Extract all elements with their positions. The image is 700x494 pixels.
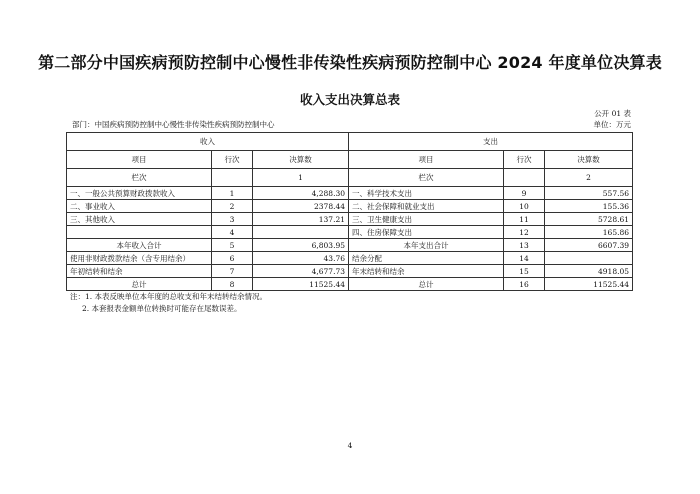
expense-amount: [545, 252, 633, 265]
table-row: [67, 265, 633, 278]
income-amount-header: 决算数: [253, 151, 349, 169]
expense-item: 二、社会保障和就业支出: [349, 200, 504, 213]
table-row: [67, 200, 633, 213]
expense-amount: 4918.05: [545, 265, 633, 278]
expense-amount: 155.36: [545, 200, 633, 213]
expense-column-label: 栏次: [349, 169, 504, 187]
income-row-no: 6: [212, 252, 253, 265]
income-amount: 6,803.95: [253, 239, 349, 252]
table-title: 收入支出决算总表: [299, 92, 400, 107]
page-number: 4: [347, 441, 353, 450]
table-row: [67, 187, 633, 200]
income-amount: 137.21: [253, 213, 349, 226]
expense-section-header: 支出: [349, 133, 633, 151]
income-amount: [253, 226, 349, 239]
expense-item: 本年支出合计: [349, 239, 504, 252]
expense-row-no: 12: [504, 226, 545, 239]
expense-row-no: 13: [504, 239, 545, 252]
form-number: 公开 01 表: [594, 109, 631, 118]
document-title: 第二部分中国疾病预防控制中心慢性非传染性疾病预防控制中心 2024 年度单位决算表: [38, 53, 662, 72]
income-row-no: 3: [212, 213, 253, 226]
income-amount: 11525.44: [253, 278, 349, 291]
footnote-2: 2. 本套报表金额单位转换时可能存在尾数误差。: [82, 304, 242, 313]
expense-row-no: 16: [504, 278, 545, 291]
income-row-no: 4: [212, 226, 253, 239]
income-item: [67, 226, 212, 239]
expense-column-label-blank: [504, 169, 545, 187]
expense-amount: 557.56: [545, 187, 633, 200]
expense-item: 年末结转和结余: [349, 265, 504, 278]
footnote-1: 注：1. 本表反映单位本年度的总收支和年末结转结余情况。: [70, 292, 268, 301]
expense-rowno-header: 行次: [504, 151, 545, 169]
department-name: 部门：中国疾病预防控制中心慢性非传染性疾病预防控制中心: [72, 120, 275, 129]
column-header-row: [67, 151, 633, 169]
income-amount: 2378.44: [253, 200, 349, 213]
section-header-row: [67, 133, 633, 151]
income-row-no: 8: [212, 278, 253, 291]
expense-amount: 6607.39: [545, 239, 633, 252]
expense-row-no: 10: [504, 200, 545, 213]
expense-amount-header: 决算数: [545, 151, 633, 169]
column-label-row: [67, 169, 633, 187]
income-item: 本年收入合计: [67, 239, 212, 252]
expense-row-no: 11: [504, 213, 545, 226]
income-item: 二、事业收入: [67, 200, 212, 213]
expense-item: 总计: [349, 278, 504, 291]
income-section-header: 收入: [67, 133, 349, 151]
income-column-number: 1: [253, 169, 349, 187]
table-row-total: [67, 278, 633, 291]
table-row-subtotal: [67, 239, 633, 252]
income-item-header: 项目: [67, 151, 212, 169]
income-item: 使用非财政拨款结余（含专用结余）: [67, 252, 212, 265]
income-amount: 4,677.73: [253, 265, 349, 278]
expense-amount: 165.86: [545, 226, 633, 239]
table-row: [67, 226, 633, 239]
department-line: [72, 119, 631, 130]
income-column-label-blank: [212, 169, 253, 187]
income-row-no: 7: [212, 265, 253, 278]
income-row-no: 2: [212, 200, 253, 213]
expense-item: 三、卫生健康支出: [349, 213, 504, 226]
income-item: 一、一般公共预算财政拨款收入: [67, 187, 212, 200]
income-rowno-header: 行次: [212, 151, 253, 169]
expense-row-no: 15: [504, 265, 545, 278]
expense-row-no: 9: [504, 187, 545, 200]
expense-amount: 5728.61: [545, 213, 633, 226]
expense-amount: 11525.44: [545, 278, 633, 291]
footnotes: [70, 291, 267, 315]
income-item: 三、其他收入: [67, 213, 212, 226]
table-row: [67, 252, 633, 265]
expense-item: 结余分配: [349, 252, 504, 265]
income-amount: 4,288.30: [253, 187, 349, 200]
income-row-no: 1: [212, 187, 253, 200]
table-row: [67, 213, 633, 226]
expense-item-header: 项目: [349, 151, 504, 169]
income-item: 总计: [67, 278, 212, 291]
income-item: 年初结转和结余: [67, 265, 212, 278]
expense-column-number: 2: [545, 169, 633, 187]
income-expense-table: [66, 132, 633, 291]
unit-label: 单位：万元: [593, 120, 631, 129]
expense-row-no: 14: [504, 252, 545, 265]
expense-item: 四、住房保障支出: [349, 226, 504, 239]
income-row-no: 5: [212, 239, 253, 252]
income-column-label: 栏次: [67, 169, 212, 187]
income-amount: 43.76: [253, 252, 349, 265]
expense-item: 一、科学技术支出: [349, 187, 504, 200]
